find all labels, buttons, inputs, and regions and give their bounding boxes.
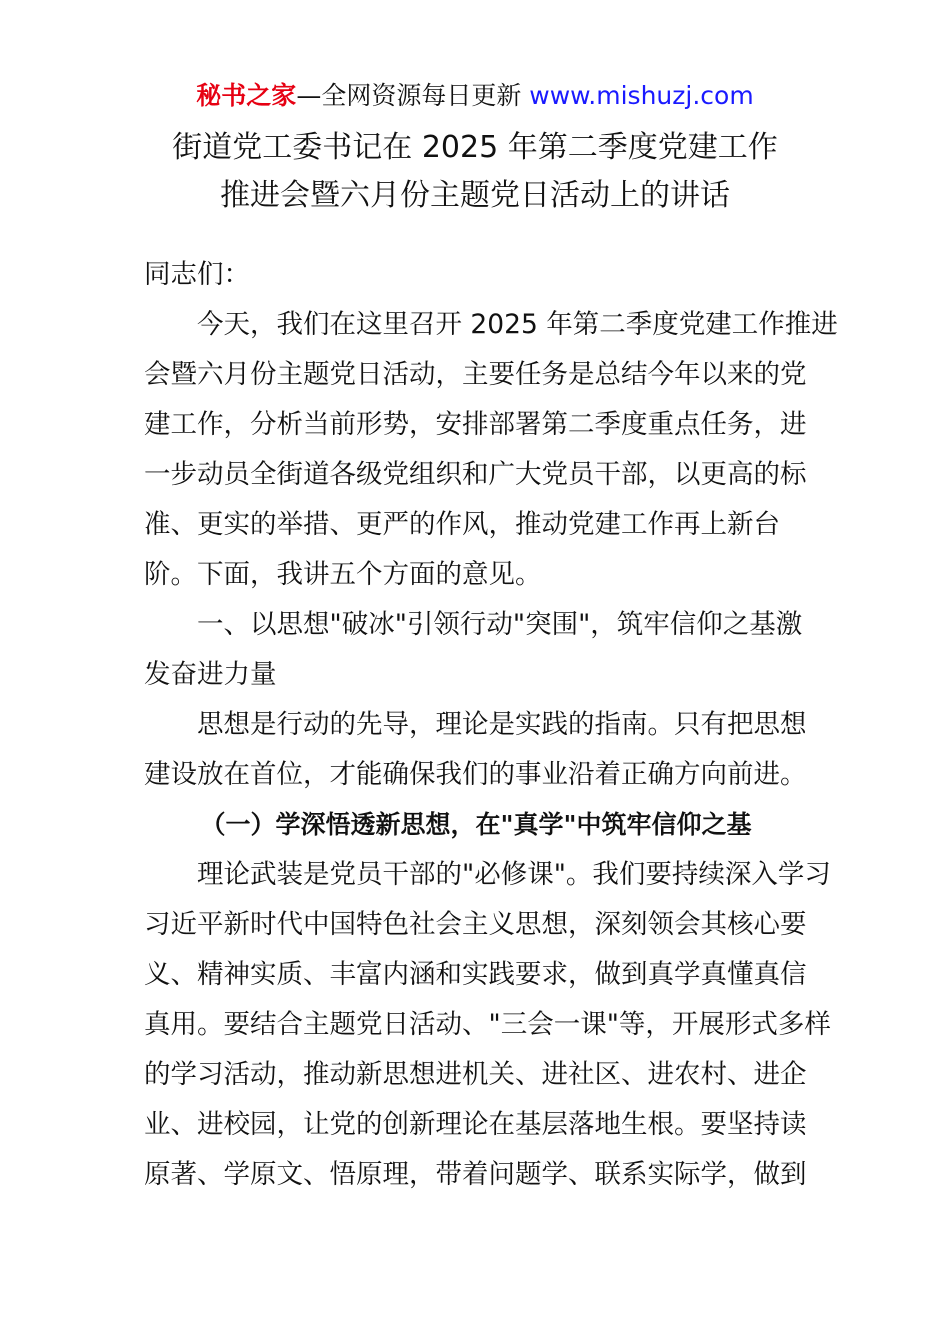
body-line: 思想是行动的先导，理论是实践的指南。只有把思想 bbox=[197, 709, 807, 740]
subsection-heading: （一）学深悟透新思想，在"真学"中筑牢信仰之基 bbox=[200, 810, 752, 839]
document-body bbox=[144, 250, 838, 1200]
body-line: 阶。下面，我讲五个方面的意见。 bbox=[144, 559, 542, 590]
body-line: 理论武装是党员干部的"必修课"。我们要持续深入学习 bbox=[197, 859, 831, 890]
body-line: 真用。要结合主题党日活动、"三会一课"等，开展形式多样 bbox=[144, 1009, 831, 1040]
body-line: 建工作，分析当前形势，安排部署第二季度重点任务，进 bbox=[144, 409, 807, 440]
body-line: 业、进校园，让党的创新理论在基层落地生根。要坚持读 bbox=[144, 1109, 807, 1140]
site-tagline: —全网资源每日更新 bbox=[296, 81, 530, 110]
body-line: 义、精神实质、丰富内涵和实践要求，做到真学真懂真信 bbox=[144, 959, 807, 990]
body-line: 准、更实的举措、更严的作风，推动党建工作再上新台 bbox=[144, 509, 780, 540]
body-line: 原著、学原文、悟原理，带着问题学、联系实际学，做到 bbox=[144, 1159, 807, 1190]
body-line: 习近平新时代中国特色社会主义思想，深刻领会其核心要 bbox=[144, 909, 807, 940]
site-url-link[interactable]: www.mishuzj.com bbox=[529, 81, 754, 110]
site-brand: 秘书之家 bbox=[196, 81, 297, 110]
body-line: 会暨六月份主题党日活动，主要任务是总结今年以来的党 bbox=[144, 359, 807, 390]
body-line: 的学习活动，推动新思想进机关、进社区、进农村、进企 bbox=[144, 1059, 807, 1090]
body-line: 建设放在首位，才能确保我们的事业沿着正确方向前进。 bbox=[144, 759, 807, 790]
body-line: 今天，我们在这里召开 2025 年第二季度党建工作推进 bbox=[197, 309, 838, 340]
document-title-line-1: 街道党工委书记在 2025 年第二季度党建工作 bbox=[172, 130, 778, 165]
body-line: 一步动员全街道各级党组织和广大党员干部，以更高的标 bbox=[144, 459, 807, 490]
section-heading: 一、以思想"破冰"引领行动"突围"，筑牢信仰之基激 bbox=[197, 609, 803, 640]
document-title-line-2: 推进会暨六月份主题党日活动上的讲话 bbox=[220, 178, 730, 213]
site-banner bbox=[0, 78, 950, 114]
section-heading: 发奋进力量 bbox=[144, 659, 277, 690]
salutation: 同志们： bbox=[144, 259, 250, 290]
